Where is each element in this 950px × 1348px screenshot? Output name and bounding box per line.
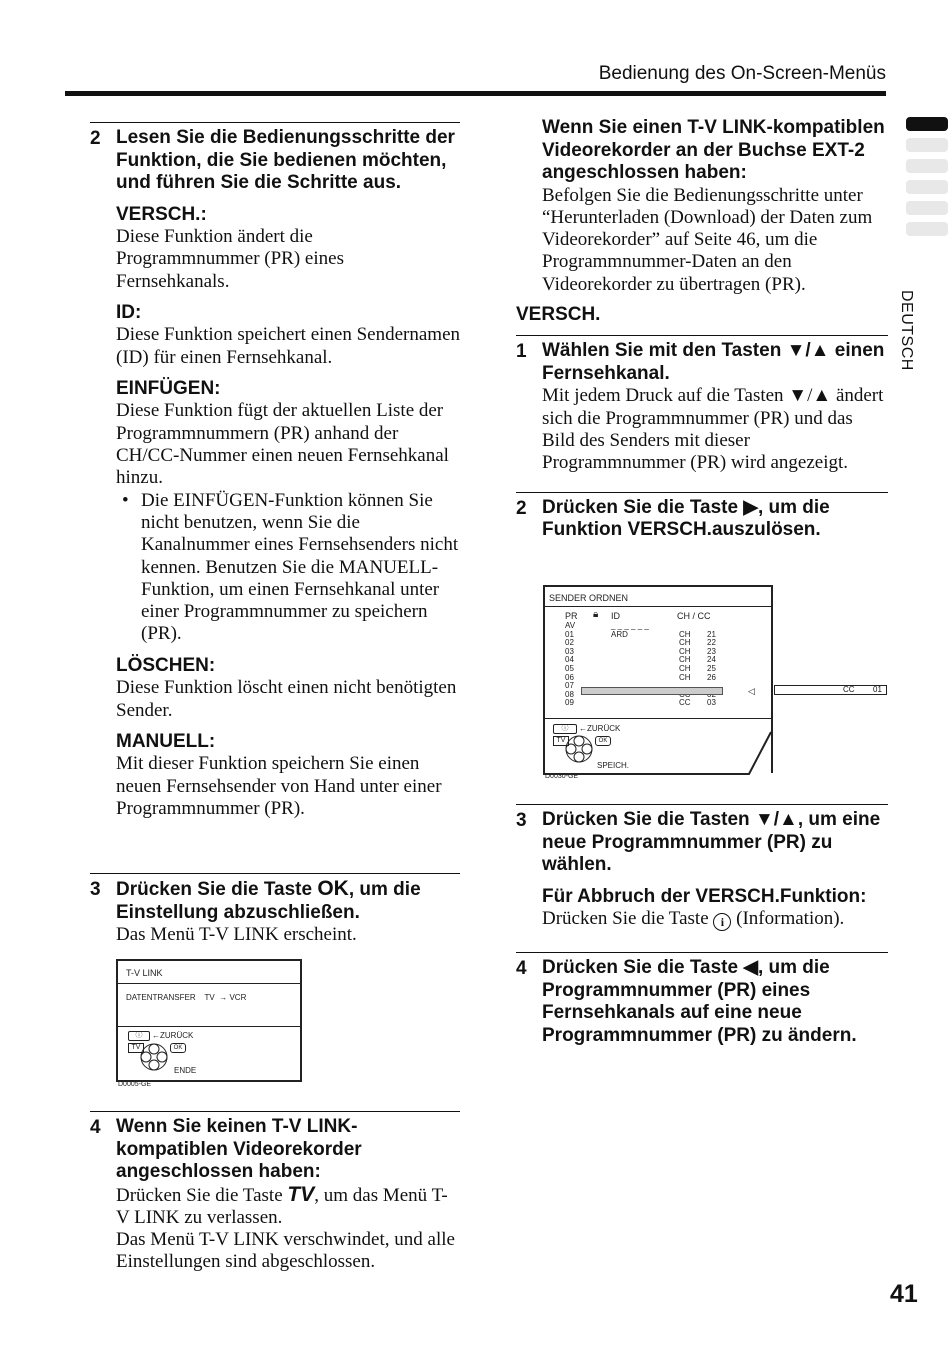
step-text: Drücken Sie die Taste i (Information). xyxy=(542,908,845,929)
sender-cell-ch: CH xyxy=(679,638,691,648)
step-number: 3 xyxy=(516,810,527,831)
versch-text: Diese Funktion ändert die Programmnummer (PR) eines Fernsehkanals. xyxy=(116,226,344,292)
sender-cell-num: 24 xyxy=(707,655,716,665)
loeschen-title: LÖSCHEN: xyxy=(116,654,216,676)
chapter-tab-active xyxy=(906,117,948,131)
sender-cell-pr: 04 xyxy=(565,655,574,665)
sender-cell-ch: CC xyxy=(679,698,691,708)
step-3 xyxy=(90,873,460,946)
sender-row xyxy=(545,698,771,707)
right-lower xyxy=(516,804,888,1047)
tv-key-icon: TV xyxy=(287,1182,315,1206)
sender-cell-pr: 09 xyxy=(565,698,574,708)
sender-cell-num: 26 xyxy=(707,672,716,682)
bullet-icon: • xyxy=(122,489,129,511)
chapter-tab xyxy=(906,159,948,173)
sender-cell-num: 25 xyxy=(707,664,716,673)
page-number: 41 xyxy=(890,1280,918,1308)
chapter-tabs xyxy=(906,117,948,243)
step-text: Mit jedem Druck auf die Tasten ▼/▲ ändert sich die Programmnummer (PR) und das Bild des Senders mit dieser Programmnummer (PR) wird angezeigt. xyxy=(542,385,884,474)
chapter-tab xyxy=(906,222,948,236)
dpad-icon xyxy=(140,1043,172,1073)
intro-heading: Wenn Sie einen T-V LINK-kompatiblen Videorekorder an der Buchse EXT-2 angeschlossen haben: xyxy=(542,117,885,183)
sender-cell-num: 22 xyxy=(707,638,716,648)
sender-cell-id: _ _ _ _ _ _ xyxy=(611,621,649,630)
sender-cell-ch: CH xyxy=(679,646,691,656)
sender-cell-ch: CH xyxy=(679,664,691,673)
figure-caption: D0030-GE xyxy=(545,773,579,780)
manuell-title: MANUELL: xyxy=(116,730,216,752)
step-number: 4 xyxy=(90,1117,101,1138)
col-id: ID xyxy=(611,611,620,621)
step-2 xyxy=(90,122,460,820)
sender-cell-ch: CH xyxy=(679,629,691,639)
step-heading: Drücken Sie die Tasten ▼/▲, um eine neue Programmnummer (PR) zu wählen. xyxy=(542,809,881,875)
step-heading: Wählen Sie mit den Tasten ▼/▲ einen Fernsehkanal. xyxy=(542,340,885,384)
einfuegen-title: EINFÜGEN: xyxy=(116,377,221,399)
end-hint: ENDE xyxy=(174,1066,197,1075)
left-step-3-wrap xyxy=(90,873,460,946)
id-title: ID: xyxy=(116,301,142,323)
col-chcc: CH / CC xyxy=(677,611,711,621)
step-heading: Drücken Sie die Taste ◀, um die Programmnummer (PR) eines Fernsehkanals auf eine neue Programmnummer (PR) zu ändern. xyxy=(542,957,857,1046)
ok-button-icon: OK xyxy=(170,1043,186,1053)
sender-cell-pr: 07 xyxy=(565,681,574,691)
back-hint: ←ZURÜCK xyxy=(152,1031,194,1040)
info-button-icon: ⓘ xyxy=(553,724,577,734)
chapter-tab xyxy=(906,138,948,152)
tv-button-icon: TV xyxy=(128,1043,144,1053)
screen-title: SENDER ORDNEN xyxy=(549,593,629,603)
section-title: VERSCH. xyxy=(516,303,601,325)
lock-icon: 🔒︎ xyxy=(593,609,599,620)
language-label: DEUTSCH xyxy=(898,290,915,371)
arrow-left-icon: ← xyxy=(152,1031,160,1040)
heading-text: , um die Einstellung abzuschließen. xyxy=(116,879,421,923)
chapter-tab xyxy=(906,180,948,194)
step-text: Das Menü T-V LINK erscheint. xyxy=(116,924,357,945)
header-title: Bedienung des On-Screen-Menüs xyxy=(598,63,886,84)
sender-cell-pr: 01 xyxy=(565,629,574,639)
right-intro xyxy=(516,117,888,542)
bullet-text: Die EINFÜGEN-Funktion können Sie nicht benutzen, wenn Sie die Kanalnummer eines Fernsehsenders nicht kennen. Benutzen Sie die MANUELL-Funktion, um einen Fernsehkanal unter einer Programmnummer zu speichern (PR). xyxy=(141,489,459,645)
ok-key-icon: OK xyxy=(317,877,349,900)
sender-cell-pr: AV xyxy=(565,621,576,630)
sender-cell-pr: 05 xyxy=(565,664,574,673)
left-column xyxy=(90,122,460,820)
heading-text: Drücken Sie die Taste xyxy=(116,879,318,900)
step-number: 3 xyxy=(90,879,101,900)
tvlink-screen xyxy=(116,959,302,1082)
sender-cell-ch: CH xyxy=(679,672,691,682)
figure-caption: D0005-GE xyxy=(118,1081,152,1088)
screen-row: DATENTRANSFER TV → VCR xyxy=(126,993,247,1002)
loeschen-text: Diese Funktion löscht einen nicht benötigten Sender. xyxy=(116,677,457,721)
step-text-2: Das Menü T-V LINK verschwindet, und alle Einstellungen sind abgeschlossen. xyxy=(116,1229,455,1273)
cancel-title: Für Abbruch der VERSCH.Funktion: xyxy=(542,885,867,907)
step-3 xyxy=(516,804,888,931)
step-number: 2 xyxy=(516,497,527,519)
sender-cell-num: 23 xyxy=(707,646,716,656)
sender-cell-pr: 02 xyxy=(565,638,574,648)
step-2 xyxy=(516,492,888,542)
back-hint: ←ZURÜCK xyxy=(579,724,621,733)
sender-cell-pr: 03 xyxy=(565,646,574,656)
arrow-right-icon: → xyxy=(219,993,228,1002)
intro-text: Befolgen Sie die Bedienungsschritte unter “Herunterladen (Download) der Daten zum Videorekorder” auf Seite 46, um die Programmnummer-Daten an den Videorekorder zu übertragen (PR). xyxy=(542,184,873,295)
step-heading: Drücken Sie die Taste ▶, um die Funktion VERSCH.auszulösen. xyxy=(542,496,830,541)
col-pr: PR xyxy=(565,611,578,621)
versch-title: VERSCH.: xyxy=(116,203,207,225)
tv-button-icon: TV xyxy=(553,736,569,746)
sender-cell-num: 03 xyxy=(707,698,716,708)
moving-channel-box: CC 01 xyxy=(774,685,887,695)
save-hint: SPEICH. xyxy=(597,761,630,770)
bullet-item xyxy=(116,490,460,646)
step-number: 4 xyxy=(516,958,527,979)
ok-button-icon: OK xyxy=(595,736,611,746)
screen-title: T-V LINK xyxy=(126,968,163,978)
sender-cell-id: ARD xyxy=(611,629,628,639)
info-button-icon: ⓘ xyxy=(128,1031,150,1041)
arrow-left-icon: ◁ xyxy=(748,686,755,696)
left-step-4-wrap xyxy=(90,1111,460,1274)
step-number: 2 xyxy=(90,128,101,149)
sender-cell-pr: 06 xyxy=(565,672,574,682)
sender-cell-ch: CH xyxy=(679,655,691,665)
sender-cell-num: 21 xyxy=(707,629,716,639)
step-4 xyxy=(90,1111,460,1274)
header-rule xyxy=(65,91,886,96)
info-icon: i xyxy=(713,913,731,931)
step-number: 1 xyxy=(516,341,527,363)
screen-bottom-edge xyxy=(543,728,773,776)
step-heading: Wenn Sie keinen T-V LINK-kompatiblen Videorekorder angeschlossen haben: xyxy=(116,1116,362,1182)
step-4 xyxy=(516,952,888,1047)
step-heading: Lesen Sie die Bedienungsschritte der Funktion, die Sie bedienen möchten, und führen Sie die Schritte aus. xyxy=(116,127,455,193)
selected-row-bar xyxy=(581,687,723,695)
arrow-left-icon: ← xyxy=(579,724,587,733)
step-text: Drücken Sie die Taste TV, um das Menü T-V LINK zu verlassen. xyxy=(116,1182,448,1228)
manuell-text: Mit dieser Funktion speichern Sie einen neuen Fernsehsender von Hand unter einer Programmnummer (PR). xyxy=(116,753,442,819)
id-text: Diese Funktion speichert einen Sendernamen (ID) für einen Fernsehkanal. xyxy=(116,324,461,368)
step-heading xyxy=(116,878,460,924)
sender-cell-pr: 08 xyxy=(565,689,574,699)
chapter-tab xyxy=(906,201,948,215)
einfuegen-text: Diese Funktion fügt der aktuellen Liste der Programmnummern (PR) anhand der CH/CC-Nummer einen neuen Fernsehkanal hinzu. xyxy=(116,400,449,489)
step-1 xyxy=(516,335,888,474)
